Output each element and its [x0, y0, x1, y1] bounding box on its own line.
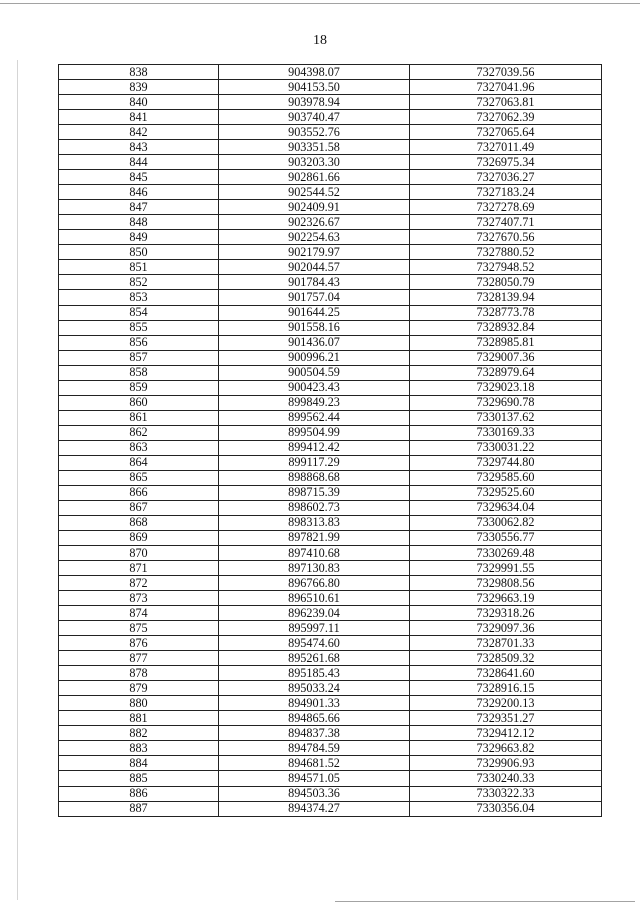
- point-number-cell: 865: [59, 470, 219, 485]
- x-coordinate-cell: 897410.68: [219, 546, 410, 561]
- point-number-cell: 846: [59, 185, 219, 200]
- y-coordinate-cell: 7329007.36: [410, 350, 602, 365]
- x-coordinate-cell: 899117.29: [219, 455, 410, 470]
- x-coordinate-cell: 903740.47: [219, 110, 410, 125]
- table-row: [59, 515, 602, 530]
- table-row: [59, 410, 602, 425]
- table-row: [59, 290, 602, 305]
- point-number-cell: 859: [59, 380, 219, 395]
- table-row: [59, 485, 602, 500]
- y-coordinate-cell: 7327183.24: [410, 185, 602, 200]
- x-coordinate-cell: 901757.04: [219, 290, 410, 305]
- point-number-cell: 840: [59, 95, 219, 110]
- point-number-cell: 856: [59, 335, 219, 350]
- point-number-cell: 880: [59, 696, 219, 711]
- y-coordinate-cell: 7329663.19: [410, 591, 602, 606]
- table-row: [59, 260, 602, 275]
- table-row: [59, 185, 602, 200]
- y-coordinate-cell: 7329023.18: [410, 380, 602, 395]
- scan-edge-bottom: [335, 901, 635, 902]
- y-coordinate-cell: 7327065.64: [410, 125, 602, 140]
- x-coordinate-cell: 903203.30: [219, 155, 410, 170]
- x-coordinate-cell: 902861.66: [219, 170, 410, 185]
- table-row: [59, 440, 602, 455]
- point-number-cell: 863: [59, 440, 219, 455]
- y-coordinate-cell: 7329991.55: [410, 561, 602, 576]
- y-coordinate-cell: 7329663.82: [410, 741, 602, 756]
- table-row: [59, 230, 602, 245]
- y-coordinate-cell: 7327948.52: [410, 260, 602, 275]
- y-coordinate-cell: 7329634.04: [410, 500, 602, 515]
- point-number-cell: 874: [59, 606, 219, 621]
- coordinates-table: [58, 64, 602, 817]
- point-number-cell: 864: [59, 455, 219, 470]
- point-number-cell: 883: [59, 741, 219, 756]
- table-row: [59, 470, 602, 485]
- x-coordinate-cell: 898602.73: [219, 500, 410, 515]
- table-row: [59, 65, 602, 80]
- y-coordinate-cell: 7330322.33: [410, 786, 602, 801]
- x-coordinate-cell: 901784.43: [219, 275, 410, 290]
- y-coordinate-cell: 7328932.84: [410, 320, 602, 335]
- y-coordinate-cell: 7327063.81: [410, 95, 602, 110]
- table-row: [59, 591, 602, 606]
- y-coordinate-cell: 7329690.78: [410, 395, 602, 410]
- y-coordinate-cell: 7327039.56: [410, 65, 602, 80]
- y-coordinate-cell: 7329318.26: [410, 606, 602, 621]
- y-coordinate-cell: 7327036.27: [410, 170, 602, 185]
- x-coordinate-cell: 900504.59: [219, 365, 410, 380]
- x-coordinate-cell: 904153.50: [219, 80, 410, 95]
- point-number-cell: 882: [59, 726, 219, 741]
- x-coordinate-cell: 896510.61: [219, 591, 410, 606]
- scan-edge-top: [0, 3, 640, 4]
- x-coordinate-cell: 902544.52: [219, 185, 410, 200]
- point-number-cell: 838: [59, 65, 219, 80]
- point-number-cell: 857: [59, 350, 219, 365]
- x-coordinate-cell: 903351.58: [219, 140, 410, 155]
- scan-edge-left: [17, 60, 18, 900]
- x-coordinate-cell: 896766.80: [219, 576, 410, 591]
- table-row: [59, 651, 602, 666]
- y-coordinate-cell: 7329200.13: [410, 696, 602, 711]
- y-coordinate-cell: 7328916.15: [410, 681, 602, 696]
- table-row: [59, 95, 602, 110]
- point-number-cell: 866: [59, 485, 219, 500]
- y-coordinate-cell: 7330269.48: [410, 546, 602, 561]
- table-row: [59, 425, 602, 440]
- x-coordinate-cell: 894374.27: [219, 801, 410, 816]
- x-coordinate-cell: 899504.99: [219, 425, 410, 440]
- y-coordinate-cell: 7329906.93: [410, 756, 602, 771]
- point-number-cell: 878: [59, 666, 219, 681]
- table-row: [59, 576, 602, 591]
- y-coordinate-cell: 7329744.80: [410, 455, 602, 470]
- x-coordinate-cell: 894901.33: [219, 696, 410, 711]
- table-row: [59, 170, 602, 185]
- table-row: [59, 741, 602, 756]
- table-row: [59, 681, 602, 696]
- x-coordinate-cell: 902326.67: [219, 215, 410, 230]
- point-number-cell: 855: [59, 320, 219, 335]
- page-number: 18: [313, 33, 327, 48]
- x-coordinate-cell: 900996.21: [219, 350, 410, 365]
- y-coordinate-cell: 7328773.78: [410, 305, 602, 320]
- table-row: [59, 606, 602, 621]
- y-coordinate-cell: 7329525.60: [410, 485, 602, 500]
- table-row: [59, 155, 602, 170]
- y-coordinate-cell: 7330356.04: [410, 801, 602, 816]
- table-row: [59, 530, 602, 545]
- x-coordinate-cell: 903552.76: [219, 125, 410, 140]
- y-coordinate-cell: 7329412.12: [410, 726, 602, 741]
- y-coordinate-cell: 7327011.49: [410, 140, 602, 155]
- point-number-cell: 868: [59, 515, 219, 530]
- y-coordinate-cell: 7329351.27: [410, 711, 602, 726]
- table-row: [59, 786, 602, 801]
- point-number-cell: 854: [59, 305, 219, 320]
- table-row: [59, 561, 602, 576]
- point-number-cell: 852: [59, 275, 219, 290]
- x-coordinate-cell: 898715.39: [219, 485, 410, 500]
- x-coordinate-cell: 899412.42: [219, 440, 410, 455]
- table-row: [59, 200, 602, 215]
- y-coordinate-cell: 7327278.69: [410, 200, 602, 215]
- table-row: [59, 756, 602, 771]
- x-coordinate-cell: 902044.57: [219, 260, 410, 275]
- x-coordinate-cell: 904398.07: [219, 65, 410, 80]
- x-coordinate-cell: 901644.25: [219, 305, 410, 320]
- coordinates-table-body: [59, 65, 602, 817]
- point-number-cell: 872: [59, 576, 219, 591]
- point-number-cell: 845: [59, 170, 219, 185]
- point-number-cell: 860: [59, 395, 219, 410]
- table-row: [59, 140, 602, 155]
- table-row: [59, 696, 602, 711]
- table-row: [59, 275, 602, 290]
- y-coordinate-cell: 7328139.94: [410, 290, 602, 305]
- table-row: [59, 305, 602, 320]
- y-coordinate-cell: 7330137.62: [410, 410, 602, 425]
- x-coordinate-cell: 902179.97: [219, 245, 410, 260]
- x-coordinate-cell: 901558.16: [219, 320, 410, 335]
- point-number-cell: 870: [59, 546, 219, 561]
- table-row: [59, 365, 602, 380]
- point-number-cell: 876: [59, 636, 219, 651]
- table-row: [59, 666, 602, 681]
- y-coordinate-cell: 7330556.77: [410, 530, 602, 545]
- x-coordinate-cell: 898313.83: [219, 515, 410, 530]
- point-number-cell: 862: [59, 425, 219, 440]
- point-number-cell: 873: [59, 591, 219, 606]
- point-number-cell: 879: [59, 681, 219, 696]
- point-number-cell: 881: [59, 711, 219, 726]
- table-row: [59, 621, 602, 636]
- point-number-cell: 849: [59, 230, 219, 245]
- x-coordinate-cell: 894681.52: [219, 756, 410, 771]
- x-coordinate-cell: 895185.43: [219, 666, 410, 681]
- point-number-cell: 844: [59, 155, 219, 170]
- table-row: [59, 711, 602, 726]
- x-coordinate-cell: 898868.68: [219, 470, 410, 485]
- point-number-cell: 850: [59, 245, 219, 260]
- table-row: [59, 395, 602, 410]
- point-number-cell: 869: [59, 530, 219, 545]
- y-coordinate-cell: 7330062.82: [410, 515, 602, 530]
- table-row: [59, 110, 602, 125]
- table-row: [59, 771, 602, 786]
- y-coordinate-cell: 7330169.33: [410, 425, 602, 440]
- point-number-cell: 841: [59, 110, 219, 125]
- table-row: [59, 801, 602, 816]
- y-coordinate-cell: 7330240.33: [410, 771, 602, 786]
- x-coordinate-cell: 895997.11: [219, 621, 410, 636]
- y-coordinate-cell: 7327041.96: [410, 80, 602, 95]
- point-number-cell: 885: [59, 771, 219, 786]
- y-coordinate-cell: 7327407.71: [410, 215, 602, 230]
- x-coordinate-cell: 897821.99: [219, 530, 410, 545]
- y-coordinate-cell: 7327880.52: [410, 245, 602, 260]
- table-row: [59, 455, 602, 470]
- point-number-cell: 877: [59, 651, 219, 666]
- y-coordinate-cell: 7328050.79: [410, 275, 602, 290]
- point-number-cell: 871: [59, 561, 219, 576]
- x-coordinate-cell: 895261.68: [219, 651, 410, 666]
- point-number-cell: 842: [59, 125, 219, 140]
- y-coordinate-cell: 7327670.56: [410, 230, 602, 245]
- table-row: [59, 636, 602, 651]
- x-coordinate-cell: 894784.59: [219, 741, 410, 756]
- x-coordinate-cell: 894571.05: [219, 771, 410, 786]
- y-coordinate-cell: 7328701.33: [410, 636, 602, 651]
- y-coordinate-cell: 7330031.22: [410, 440, 602, 455]
- x-coordinate-cell: 897130.83: [219, 561, 410, 576]
- y-coordinate-cell: 7328979.64: [410, 365, 602, 380]
- point-number-cell: 851: [59, 260, 219, 275]
- table-row: [59, 320, 602, 335]
- point-number-cell: 886: [59, 786, 219, 801]
- point-number-cell: 847: [59, 200, 219, 215]
- x-coordinate-cell: 902409.91: [219, 200, 410, 215]
- y-coordinate-cell: 7328509.32: [410, 651, 602, 666]
- x-coordinate-cell: 894503.36: [219, 786, 410, 801]
- point-number-cell: 887: [59, 801, 219, 816]
- table-row: [59, 500, 602, 515]
- point-number-cell: 839: [59, 80, 219, 95]
- table-row: [59, 80, 602, 95]
- x-coordinate-cell: 895474.60: [219, 636, 410, 651]
- point-number-cell: 843: [59, 140, 219, 155]
- y-coordinate-cell: 7328985.81: [410, 335, 602, 350]
- x-coordinate-cell: 899849.23: [219, 395, 410, 410]
- x-coordinate-cell: 903978.94: [219, 95, 410, 110]
- y-coordinate-cell: 7329585.60: [410, 470, 602, 485]
- x-coordinate-cell: 900423.43: [219, 380, 410, 395]
- y-coordinate-cell: 7329097.36: [410, 621, 602, 636]
- point-number-cell: 875: [59, 621, 219, 636]
- table-row: [59, 546, 602, 561]
- y-coordinate-cell: 7327062.39: [410, 110, 602, 125]
- x-coordinate-cell: 901436.07: [219, 335, 410, 350]
- x-coordinate-cell: 902254.63: [219, 230, 410, 245]
- x-coordinate-cell: 894837.38: [219, 726, 410, 741]
- x-coordinate-cell: 899562.44: [219, 410, 410, 425]
- point-number-cell: 858: [59, 365, 219, 380]
- y-coordinate-cell: 7329808.56: [410, 576, 602, 591]
- table-row: [59, 335, 602, 350]
- table-row: [59, 125, 602, 140]
- table-row: [59, 380, 602, 395]
- table-row: [59, 726, 602, 741]
- y-coordinate-cell: 7326975.34: [410, 155, 602, 170]
- point-number-cell: 848: [59, 215, 219, 230]
- table-row: [59, 215, 602, 230]
- x-coordinate-cell: 895033.24: [219, 681, 410, 696]
- point-number-cell: 853: [59, 290, 219, 305]
- table-row: [59, 350, 602, 365]
- point-number-cell: 884: [59, 756, 219, 771]
- table-row: [59, 245, 602, 260]
- point-number-cell: 861: [59, 410, 219, 425]
- x-coordinate-cell: 894865.66: [219, 711, 410, 726]
- point-number-cell: 867: [59, 500, 219, 515]
- y-coordinate-cell: 7328641.60: [410, 666, 602, 681]
- x-coordinate-cell: 896239.04: [219, 606, 410, 621]
